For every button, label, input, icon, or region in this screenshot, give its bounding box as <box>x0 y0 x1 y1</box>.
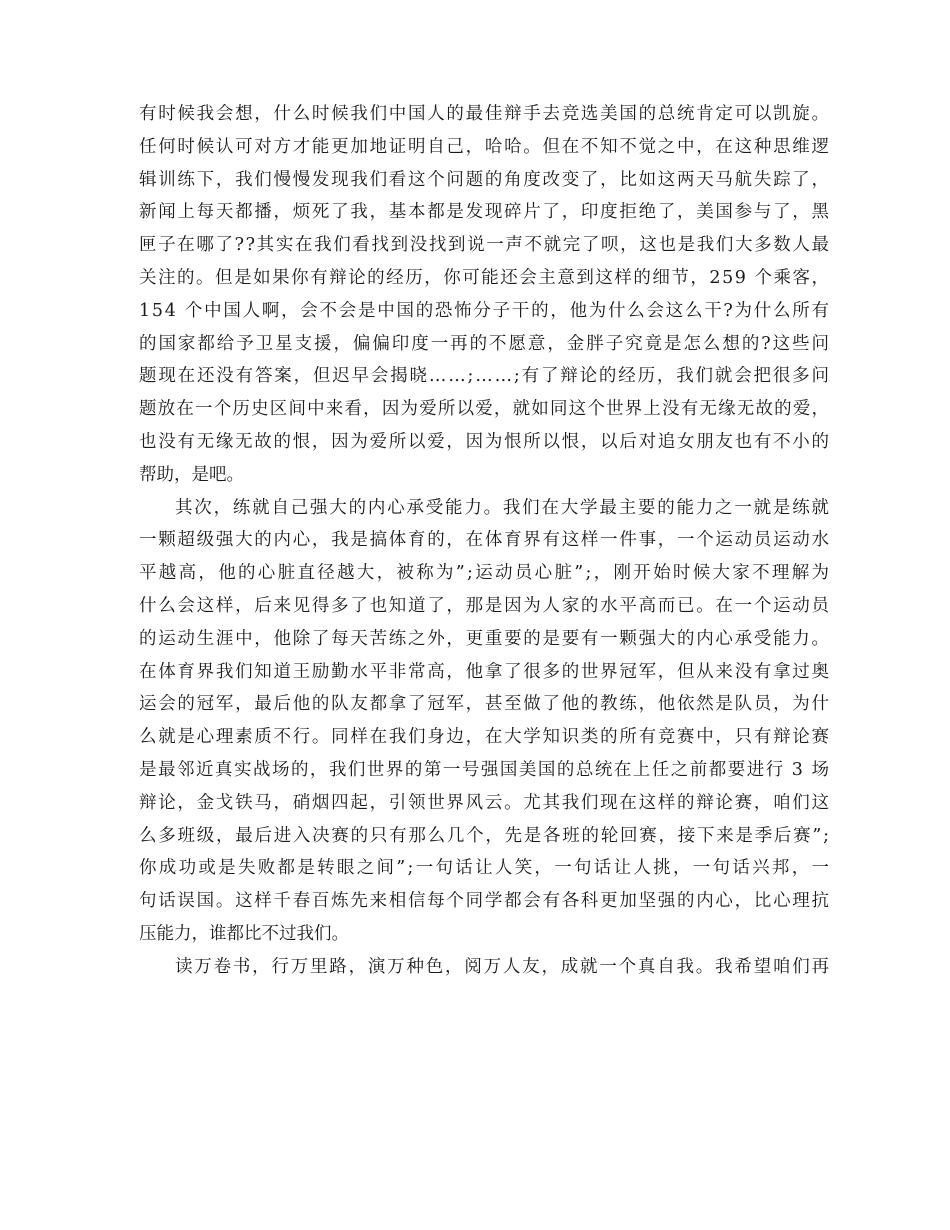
text-line: 句话误国。这样千春百炼先来相信每个同学都会有各科更加坚强的内心，比心理抗 <box>139 891 831 912</box>
text-line: 读万卷书，行万里路，演万种色，阅万人友，成就一个真自我。我希望咱们再 <box>175 956 831 977</box>
text-line: 匣子在哪了??其实在我们看找到没找到说一声不就完了呗，这也是我们大多数人最 <box>139 235 831 256</box>
text-line: 154 个中国人啊，会不会是中国的恐怖分子干的，他为什么会这么干?为什么所有 <box>139 300 831 321</box>
text-line: 辩论，金戈铁马，硝烟四起，引领世界风云。尤其我们现在这样的辩论赛，咱们这 <box>139 792 831 813</box>
text-line: 的运动生涯中，他除了每天苦练之外，更重要的是要有一颗强大的内心承受能力。 <box>139 628 831 649</box>
paragraph-2 <box>139 492 832 951</box>
text-line: 运会的冠军，最后他的队友都拿了冠军，甚至做了他的教练，他依然是队员，为什 <box>139 694 831 715</box>
text-line: 有时候我会想，什么时候我们中国人的最佳辩手去竞选美国的总统肯定可以凯旋。 <box>139 104 831 124</box>
text-line: 什么会这样，后来见得多了也知道了，那是因为人家的水平高而已。在一个运动员 <box>139 595 831 616</box>
text-line: 帮助，是吧。 <box>139 464 244 485</box>
paragraph-3 <box>139 951 829 984</box>
text-line: 的国家都给予卫星支援，偏偏印度一再的不愿意，金胖子究竟是怎么想的?这些问 <box>139 333 831 354</box>
text-line: 么多班级，最后进入决赛的只有那么几个，先是各班的轮回赛，接下来是季后赛”; <box>139 825 831 846</box>
text-line: 新闻上每天都播，烦死了我，基本都是发现碎片了，印度拒绝了，美国参与了，黑 <box>139 202 831 223</box>
text-line: 在体育界我们知道王励勤水平非常高，他拿了很多的世界冠军，但从来没有拿过奥 <box>139 661 831 682</box>
document-body <box>139 98 832 984</box>
text-line: 题放在一个历史区间中来看，因为爱所以爱，就如同这个世界上没有无缘无故的爱， <box>139 399 831 420</box>
text-line: 其次，练就自己强大的内心承受能力。我们在大学最主要的能力之一就是练就 <box>175 497 831 518</box>
text-line: 平越高，他的心脏直径越大，被称为”;运动员心脏”;，刚开始时候大家不理解为 <box>139 563 832 584</box>
paragraph-1 <box>139 98 829 492</box>
text-line: 么就是心理素质不行。同样在我们身边，在大学知识类的所有竞赛中，只有辩论赛 <box>139 727 831 748</box>
text-line: 你成功或是失败都是转眼之间”;一句话让人笑，一句话让人挑，一句话兴邦，一 <box>139 858 832 879</box>
text-line: 题现在还没有答案，但迟早会揭晓……;……;有了辩论的经历，我们就会把很多问 <box>139 366 831 387</box>
text-line: 一颗超级强大的内心，我是搞体育的，在体育界有这样一件事，一个运动员运动水 <box>139 530 831 551</box>
text-line: 压能力，谁都比不过我们。 <box>139 923 349 944</box>
text-line: 是最邻近真实战场的，我们世界的第一号强国美国的总统在上任之前都要进行 3 场 <box>139 759 831 780</box>
text-line: 也没有无缘无故的恨，因为爱所以爱，因为恨所以恨，以后对追女朋友也有不小的 <box>139 431 831 452</box>
text-line: 辑训练下，我们慢慢发现我们看这个问题的角度改变了，比如这两天马航失踪了， <box>139 169 831 190</box>
text-line: 关注的。但是如果你有辩论的经历，你可能还会主意到这样的细节，259 个乘客， <box>139 267 831 288</box>
text-line: 任何时候认可对方才能更加地证明自己，哈哈。但在不知不觉之中，在这种思维逻 <box>139 136 831 157</box>
